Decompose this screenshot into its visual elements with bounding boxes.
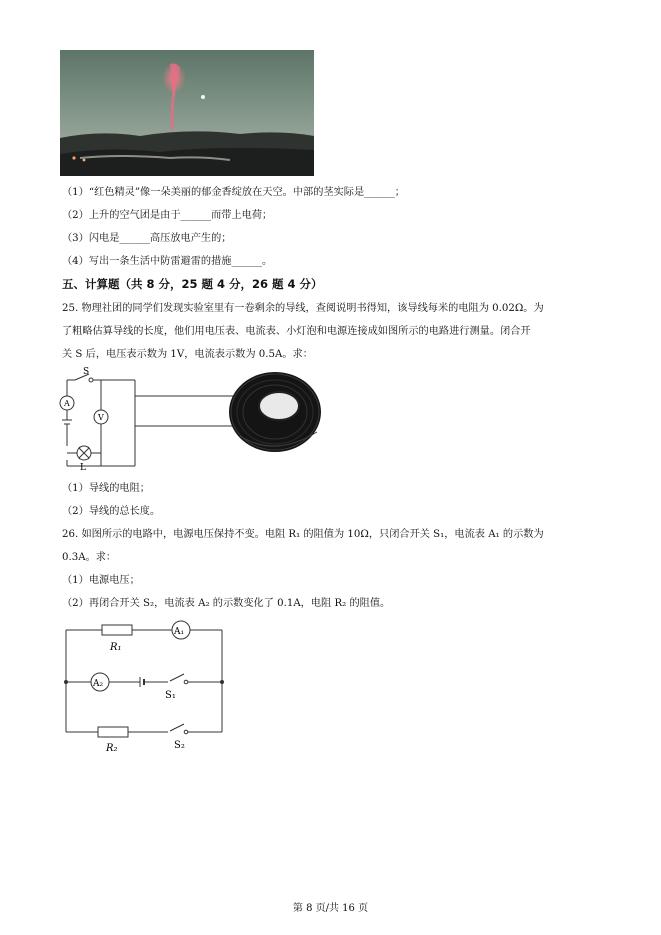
q25-sub-1: （1）导线的电阻； (62, 483, 150, 494)
ammeter-label: A (64, 399, 70, 408)
q24-item-2: （2）上升的空气团是由于______而带上电荷； (62, 210, 273, 221)
switch-label: S (83, 367, 90, 377)
lamp-label: L (80, 463, 86, 473)
q25-line-3: 关 S 后，电压表示数为 1V，电流表示数为 0.5A。求： (62, 349, 313, 360)
voltmeter-label: V (98, 413, 104, 422)
r1-label: R₁ (110, 642, 122, 653)
q25-line-2: 了粗略估算导线的长度，他们用电压表、电流表、小灯泡和电源连接成如图所示的电路进行测量。闭合开 (62, 326, 531, 337)
q25-line-1: 25. 物理社团的同学们发现实验室里有一卷剩余的导线，查阅说明书得知，该导线每米的电阻为 0.02Ω。为 (62, 303, 544, 314)
q26-line-1: 26. 如图所示的电路中，电源电压保持不变。电阻 R₁ 的阻值为 10Ω，只闭合开关 S₁，电流表 A₁ 的示数为 (62, 529, 544, 540)
q26-sub-1: （1）电源电压； (62, 575, 140, 586)
red-sprite-photo (60, 50, 314, 176)
q24-item-4: （4）写出一条生活中防雷避雷的措施______。 (62, 256, 273, 267)
page-footer: 第 8 页/共 16 页 (292, 903, 369, 914)
q25-circuit-diagram (55, 366, 330, 474)
q26-line-2: 0.3A。求： (62, 552, 117, 563)
r2-label: R₂ (106, 743, 118, 754)
q26-circuit-diagram (60, 618, 228, 756)
s1-label: S₁ (165, 690, 176, 701)
a1-label: A₁ (174, 627, 185, 637)
q24-item-1: （1）“红色精灵”像一朵美丽的郁金香绽放在天空。中部的茎实际是______； (62, 187, 405, 198)
a2-label: A₂ (93, 679, 104, 689)
s2-label: S₂ (174, 740, 185, 751)
section-title: 五、计算题（共 8 分，25 题 4 分，26 题 4 分） (62, 277, 323, 291)
q25-sub-2: （2）导线的总长度。 (62, 506, 161, 517)
q24-item-3: （3）闪电是______高压放电产生的； (62, 233, 232, 244)
wire-coil-icon (229, 372, 321, 452)
q26-sub-2: （2）再闭合开关 S₂，电流表 A₂ 的示数变化了 0.1A，电阻 R₂ 的阻值。 (62, 598, 391, 609)
